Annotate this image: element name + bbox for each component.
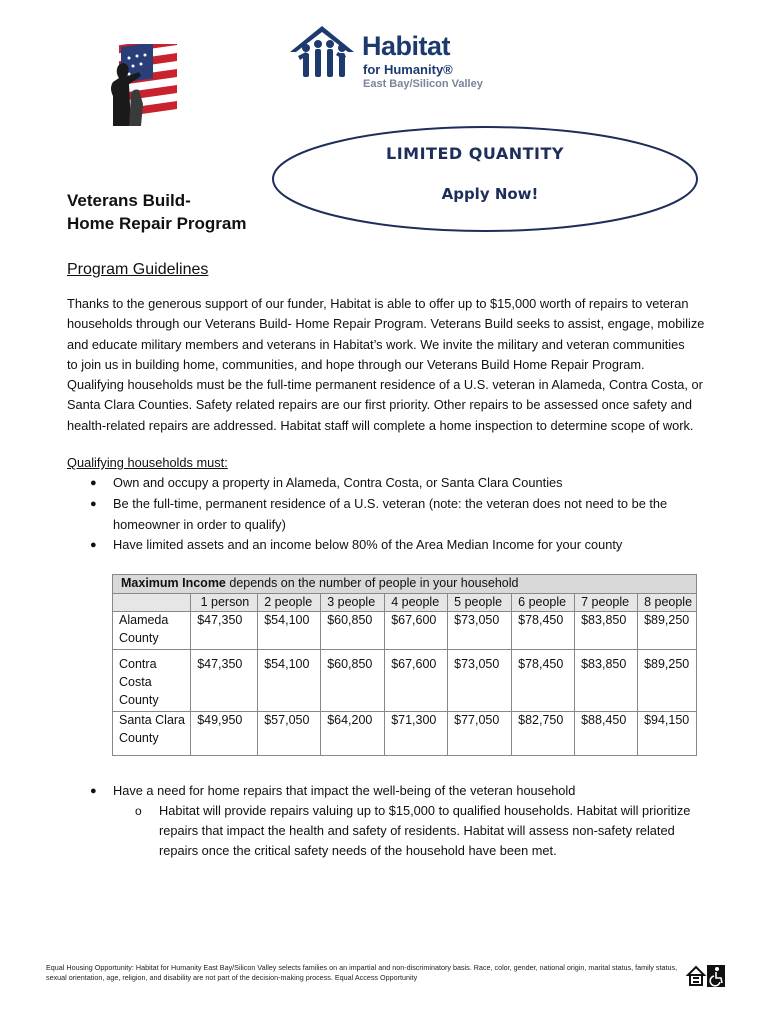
habitat-logo [286, 22, 483, 96]
sub-bullet-text: Habitat will provide repairs valuing up to $15,000 to qualified households. Habitat will prioritize repairs that impact the health and safety of residents. Habitat will assess non-safety related repairs once the critical safety needs of the household have been met. [159, 803, 691, 859]
limited-quantity-text: LIMITED QUANTITY [386, 144, 564, 163]
house-people-icon [286, 22, 358, 82]
value-cell: $49,950 [191, 712, 258, 756]
footer-icons [686, 963, 726, 989]
value-cell: $78,450 [512, 612, 575, 650]
value-cell: $73,050 [448, 650, 512, 712]
value-cell: $77,050 [448, 712, 512, 756]
intro-line: and educate military members and veterans in Habitat’s work. We invite the military and veteran communities [67, 336, 685, 352]
qualifying-bullet [90, 494, 713, 535]
value-cell: $47,350 [191, 650, 258, 712]
intro-line: Santa Clara Counties. Safety related repairs are our first priority. Other repairs to be assessed once safety and [67, 397, 692, 413]
repairs-bullet [90, 781, 576, 802]
value-cell: $88,450 [575, 712, 638, 756]
value-cell: $47,350 [191, 612, 258, 650]
value-cell: $67,600 [385, 612, 448, 650]
equal-housing-icon [688, 967, 704, 985]
table-row [113, 612, 697, 650]
guidelines-heading: Program Guidelines [67, 261, 209, 278]
income-table [112, 574, 697, 756]
intro-line: households through our Veterans Build- Home Repair Program. Veterans Build seeks to assist, engage, mobilize [67, 316, 705, 332]
header-blank-cell [113, 593, 191, 612]
bullet-icon: ● [90, 785, 97, 797]
veteran-flag-image [99, 44, 177, 126]
table-row [113, 650, 697, 712]
value-cell: $60,850 [321, 612, 385, 650]
header-cell: 4 people [385, 593, 448, 612]
county-cell: Contra Costa County [113, 650, 191, 712]
footer-disclaimer: Equal Housing Opportunity: Habitat for Humanity East Bay/Silicon Valley selects families on an impartial and non-discriminatory basis. Race, color, gender, national origin, marital status, family status, sexual orientation, age, religion, and disability are not part of the decision-making process. Equal Access Opportunity [46, 963, 678, 982]
logo-name: Habitat [362, 31, 451, 61]
logo-chapter: East Bay/Silicon Valley [363, 78, 483, 90]
income-table-caption [113, 575, 697, 594]
bullet-text: Have a need for home repairs that impact the well-being of the veteran household [113, 783, 576, 798]
bullet-icon: ● [90, 498, 97, 510]
value-cell: $54,100 [258, 650, 321, 712]
accessibility-icon [707, 965, 725, 987]
value-cell: $73,050 [448, 612, 512, 650]
bullet-text: Have limited assets and an income below 80% of the Area Median Income for your county [113, 537, 623, 552]
value-cell: $94,150 [638, 712, 697, 756]
qualifying-heading: Qualifying households must: [67, 455, 228, 470]
header-cell: 7 people [575, 593, 638, 612]
value-cell: $60,850 [321, 650, 385, 712]
county-cell: Santa Clara County [113, 712, 191, 756]
value-cell: $54,100 [258, 612, 321, 650]
intro-line: Thanks to the generous support of our funder, Habitat is able to offer up to $15,000 worth of repairs to veteran [67, 296, 689, 311]
circle-bullet-icon: o [135, 804, 142, 818]
apply-now-text: Apply Now! [441, 185, 539, 203]
header-cell: 1 person [191, 593, 258, 612]
caption-rest: depends on the number of people in your household [225, 576, 519, 590]
bullet-text: Own and occupy a property in Alameda, Contra Costa, or Santa Clara Counties [113, 475, 563, 490]
intro-paragraph [67, 294, 707, 436]
table-row [113, 712, 697, 756]
value-cell: $67,600 [385, 650, 448, 712]
bullet-icon: ● [90, 477, 97, 489]
bullet-text: Be the full-time, permanent residence of a U.S. veteran (note: the veteran does not need to be the homeowner in order to qualify) [113, 496, 668, 532]
program-title-line2: Home Repair Program [67, 214, 247, 233]
value-cell: $57,050 [258, 712, 321, 756]
intro-line: health-related repairs are addressed. Habitat staff will complete a home inspection to determine scope of work. [67, 417, 694, 433]
header-cell: 5 people [448, 593, 512, 612]
header-cell: 6 people [512, 593, 575, 612]
county-cell: Alameda County [113, 612, 191, 650]
caption-bold: Maximum Income [121, 576, 226, 590]
value-cell: $71,300 [385, 712, 448, 756]
value-cell: $82,750 [512, 712, 575, 756]
value-cell: $64,200 [321, 712, 385, 756]
header-cell: 8 people [638, 593, 697, 612]
qualifying-bullet [90, 535, 623, 556]
header-cell: 2 people [258, 593, 321, 612]
value-cell: $83,850 [575, 650, 638, 712]
value-cell: $83,850 [575, 612, 638, 650]
callout-oval [270, 124, 700, 234]
header-cell: 3 people [321, 593, 385, 612]
intro-line: to join us in building home, communities, and hope through our Veterans Build Home Repair Program. [67, 356, 645, 372]
qualifying-bullet [90, 473, 563, 494]
bullet-icon: ● [90, 539, 97, 551]
value-cell: $89,250 [638, 650, 697, 712]
intro-line: Qualifying households must be the full-time permanent residence of a U.S. veteran in Alameda, Contra Costa, or [67, 377, 703, 393]
value-cell: $89,250 [638, 612, 697, 650]
logo-tagline: for Humanity® [363, 62, 453, 77]
value-cell: $78,450 [512, 650, 575, 712]
repairs-sub-bullet [135, 801, 709, 862]
program-title-line1: Veterans Build- [67, 191, 191, 210]
